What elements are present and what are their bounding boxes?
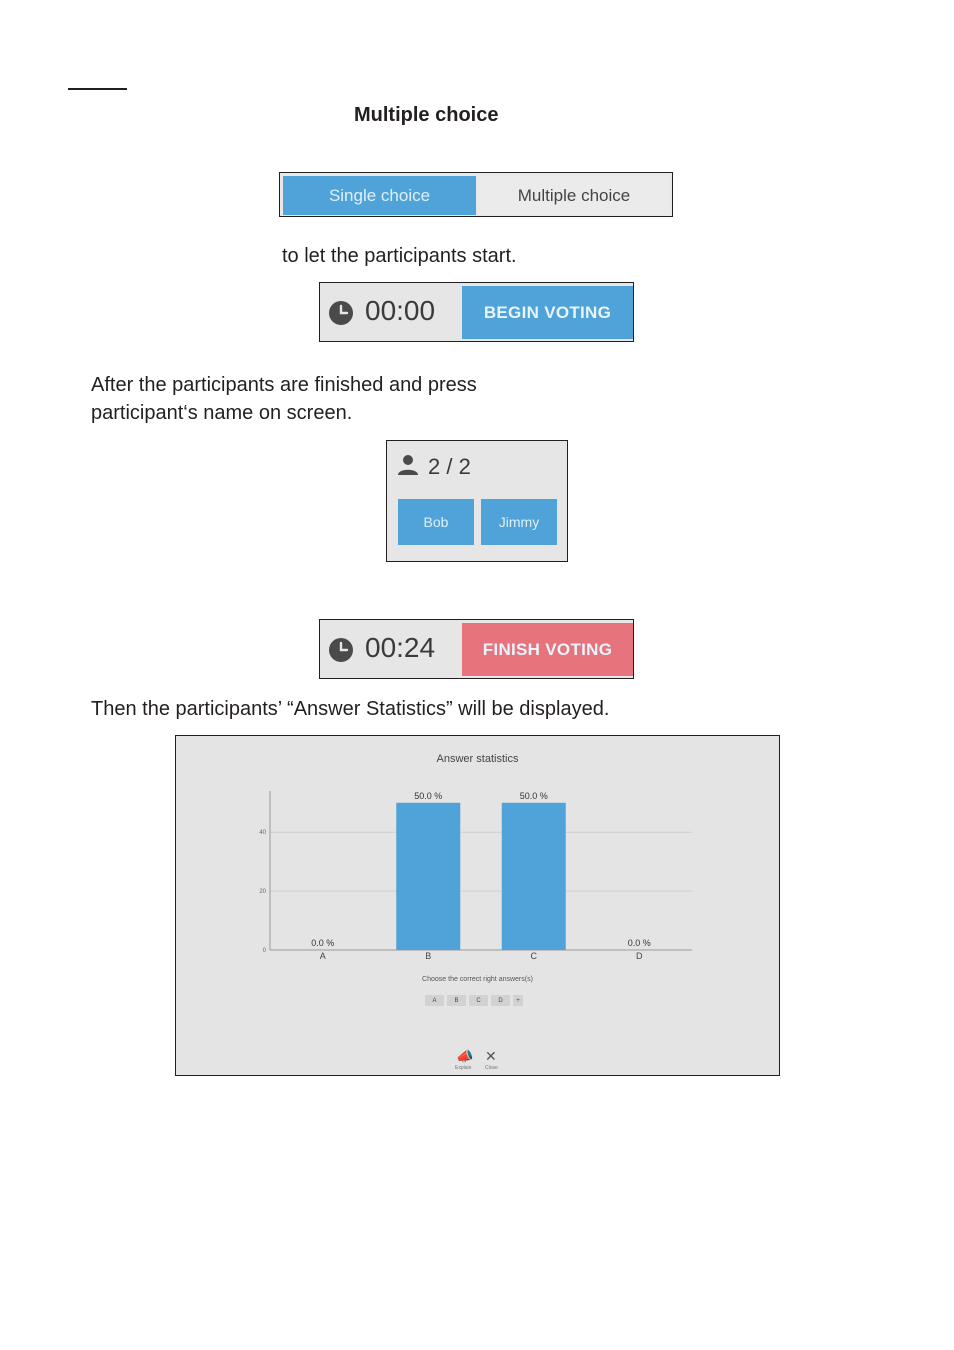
y-tick-label: 0 [262, 948, 266, 954]
instruction-start: to let the participants start. [282, 245, 517, 267]
x-tick-label: A [319, 951, 326, 961]
data-label: 50.0 % [414, 790, 443, 801]
data-label: 0.0 % [627, 938, 651, 948]
data-label: 0.0 % [311, 938, 335, 948]
answer-button-a[interactable]: A [425, 995, 444, 1006]
choice-mode-selector [279, 172, 673, 217]
finish-voting-button[interactable]: FINISH VOTING [462, 623, 633, 676]
begin-voting-button[interactable]: BEGIN VOTING [462, 286, 633, 339]
x-tick-label: B [425, 951, 432, 961]
section-heading: Multiple choice [354, 104, 499, 126]
multiple-choice-option[interactable]: Multiple choice [479, 176, 669, 215]
clock-icon [328, 637, 354, 663]
timer-display: 00:24 [365, 632, 436, 663]
answer-button-b[interactable]: B [447, 995, 466, 1006]
close-label: Close [485, 1065, 498, 1071]
close-icon[interactable]: ✕ [485, 1048, 497, 1064]
begin-voting-panel [319, 282, 634, 342]
participant-button-bob[interactable]: Bob [398, 499, 474, 545]
instruction-finished-line1: After the participants are finished and press [91, 374, 477, 396]
participants-panel [386, 440, 568, 562]
clock-icon [328, 300, 354, 326]
timer-display: 00:00 [365, 295, 436, 326]
bar-b [396, 803, 460, 950]
answer-button-d[interactable]: D [491, 995, 510, 1006]
single-choice-option[interactable]: Single choice [283, 176, 476, 215]
finish-voting-panel [319, 619, 634, 679]
y-tick-label: 40 [259, 830, 266, 837]
y-tick-label: 20 [259, 889, 266, 896]
participant-count: 2 / 2 [428, 454, 471, 479]
explain-label: Explain [455, 1065, 472, 1071]
x-tick-label: D [636, 951, 643, 961]
bar-c [502, 803, 566, 950]
person-icon [397, 454, 419, 476]
chart-title: Answer statistics [436, 753, 519, 765]
megaphone-icon[interactable]: 📣 [456, 1048, 474, 1064]
answer-statistics-chart [176, 736, 779, 1075]
participant-button-jimmy[interactable]: Jimmy [481, 499, 557, 545]
top-rule [68, 88, 127, 90]
instruction-stats: Then the participants’ “Answer Statistics” will be displayed. [91, 698, 610, 720]
answer-button-c[interactable]: C [469, 995, 488, 1006]
instruction-finished-line2: participant‘s name on screen. [91, 402, 353, 424]
add-answer-button[interactable]: + [513, 995, 523, 1006]
data-label: 50.0 % [519, 790, 548, 801]
choose-correct-label: Choose the correct right answers(s) [422, 976, 533, 983]
answer-button-row [425, 995, 523, 1006]
x-tick-label: C [530, 951, 537, 961]
answer-statistics-panel [175, 735, 780, 1076]
